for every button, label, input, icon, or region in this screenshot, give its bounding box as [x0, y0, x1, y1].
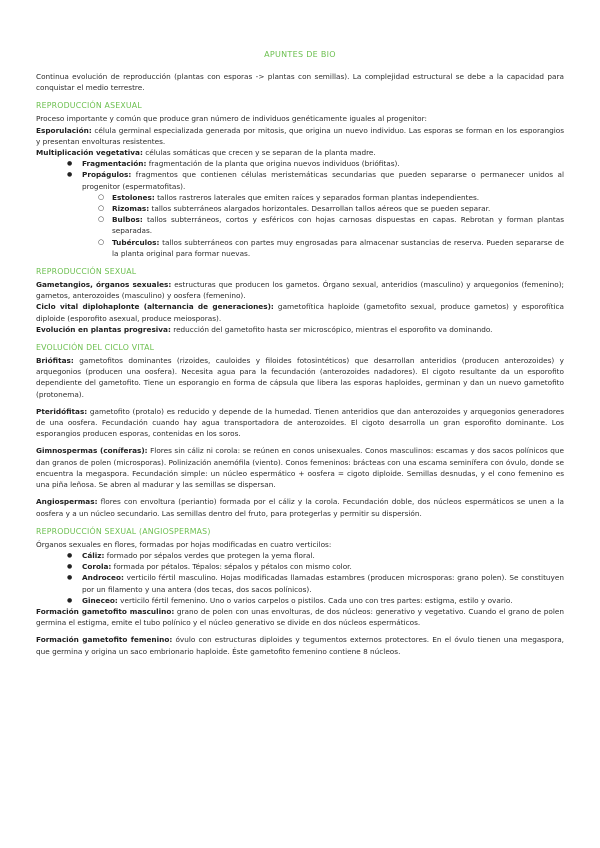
- list-item: ● Corola: formada por pétalos. Tépalos: sépalos y pétalos con mismo color.: [82, 561, 564, 572]
- asexual-intro: Proceso importante y común que produce gran número de individuos genéticamente iguales al progenitor:: [36, 114, 427, 124]
- esporulacion-paragraph: Esporulación: célula germinal especializada generada por mitosis, que origina un nuevo individuo. Las esporas se forman en los esporangios y presentan envolturas resistentes.: [36, 125, 564, 146]
- list-item: ● Gineceo: verticilo fértil femenino. Uno o varios carpelos o pistilos. Cada uno con tres partes: estigma, estilo y ovario.: [82, 595, 564, 606]
- term: Formación gametofito femenino:: [36, 635, 173, 645]
- term: Esporulación:: [36, 125, 92, 135]
- list-item: ● Cáliz: formado por sépalos verdes que protegen la yema floral.: [82, 550, 564, 561]
- vegetative-list: [36, 158, 564, 259]
- gimnospermas-paragraph: Gimnospermas (coníferas): Flores sin cáliz ni corola: se reúnen en conos unisexuales. Conos masculinos: escamas y dos sacos polínicos que dan granos de polen (microsporas). Polinización anemófila (viento). Conos femeninos: brácteas con una escama seminífera con óvulo, donde se encuentra la megaspora. Fecundación simple: un núcleo espermático + oosfera = cigoto diploide. Semillas desnudas, y el cono femenino es una piña leñosa. Se abren al madurar y las semillas se dispersan.: [36, 446, 564, 490]
- gametofito-femenino-paragraph: Formación gametofito femenino: óvulo con estructuras diploides y tegumentos externos protectores. En el óvulo tienen una megaspora, que germina y origina un saco embrionario haploide. Éste gametofito femenino contiene 8 núcleos.: [36, 635, 564, 656]
- intro-paragraph: Continua evolución de reproducción (plantas con esporas -> plantas con semillas). La complejidad estructural se debe a la capacidad para conquistar el medio terrestre.: [36, 72, 564, 93]
- heading-asexual: REPRODUCCIÓN ASEXUAL: [36, 101, 142, 111]
- list-item: ○ Rizomas: tallos subterráneos alargados horizontales. Desarrollan tallos aéreos que se pueden separar.: [112, 203, 564, 214]
- term: Evolución en plantas progresiva:: [36, 324, 171, 334]
- term: Gametangios, órganos sexuales:: [36, 280, 172, 290]
- term: Rizomas:: [112, 204, 150, 214]
- list-item: ● Androceo: verticilo fértil masculino. Hojas modificadas llamadas estambres (producen microsporas: grano polen). Se constituyen por un filamento y una antera (dos tecas, dos sacos polínicos).: [82, 572, 564, 594]
- term: Androceo:: [82, 573, 124, 583]
- list-item: ○ Bulbos: tallos subterráneos, cortos y esféricos con hojas carnosas dispuestas en capas. Rebrotan y forman plantas separadas.: [112, 214, 564, 236]
- gametangios-paragraph: Gametangios, órganos sexuales: estructuras que producen los gametos. Órgano sexual, anteridios (masculino) y arquegonios (femenino); gametos, anterozoides (masculino) y oosfera (femenino).: [36, 280, 564, 301]
- term: Estolones:: [112, 192, 155, 202]
- propagulos-list: [82, 192, 564, 259]
- term: Pteridófitas:: [36, 406, 88, 416]
- multiplicacion-paragraph: Multiplicación vegetativa: células somáticas que crecen y se separan de la planta madre.: [36, 148, 376, 158]
- term: Corola:: [82, 562, 112, 572]
- heading-ciclo-vital: EVOLUCIÓN DEL CICLO VITAL: [36, 343, 155, 353]
- term: Gineceo:: [82, 595, 118, 605]
- term: Propágulos:: [82, 170, 132, 180]
- heading-sexual: REPRODUCCIÓN SEXUAL: [36, 267, 137, 277]
- list-item: ● Fragmentación: fragmentación de la planta que origina nuevos individuos (briófitas).: [82, 158, 564, 169]
- term: Briófitas:: [36, 356, 74, 366]
- term: Gimnospermas (coníferas):: [36, 446, 148, 456]
- organos-intro: Órganos sexuales en flores, formadas por hojas modificadas en cuatro verticilos:: [36, 539, 332, 549]
- gametofito-masculino-paragraph: Formación gametofito masculino: grano de polen con unas envolturas, de dos núcleos: generativo y vegetativo. Cuando el grano de polen germina el estigma, emite el tubo polínico y el núcleo generativo se divide en dos núcleos espermáticos.: [36, 606, 564, 628]
- term: Multiplicación vegetativa:: [36, 148, 143, 158]
- list-item: ● Propágulos: fragmentos que contienen células meristemáticas secundarias que pueden separarse o permanecer unidos al progenitor (espermatofitas). ○ Estolones: tallos rastreros laterales que emiten raíces y separados forman plantas independientes. ○ Rizomas: tallos subterráneos alargados horizontales. Desarrollan tallos aéreos que se pueden separar. ○ Bulbos: tallos subterráneos, cortos y esféricos con hojas carnosas dispuestas en capas. Rebrotan y forman plantas separadas. ○ Tubérculos: tallos subterráneos con partes muy engrosadas para almacenar sustancias de reserva. Pueden separarse de la planta original para formar nuevas.: [82, 169, 564, 259]
- term: Angiospermas:: [36, 497, 98, 507]
- term: Ciclo vital diplohaplonte (alternancia de generaciones):: [36, 302, 274, 312]
- angiospermas-paragraph: Angiospermas: flores con envoltura (periantio) formada por el cáliz y la corola. Fecundación doble, dos núcleos espermáticos se unen a la oosfera y a un núcleo secundario. Las semillas dentro del fruto, para protegerlas y permitir su dispersión.: [36, 497, 564, 518]
- verticilos-list: [36, 550, 564, 606]
- term: Formación gametofito masculino:: [36, 606, 175, 616]
- evolucion-paragraph: Evolución en plantas progresiva: reducción del gametofito hasta ser microscópico, mientras el esporofito va dominando.: [36, 324, 493, 334]
- term: Fragmentación:: [82, 159, 147, 169]
- page-title: APUNTES DE BIO: [264, 50, 336, 59]
- term: Bulbos:: [112, 215, 143, 225]
- term: Tubérculos:: [112, 237, 160, 247]
- list-item: ○ Estolones: tallos rastreros laterales que emiten raíces y separados forman plantas independientes.: [112, 192, 564, 203]
- list-item: ○ Tubérculos: tallos subterráneos con partes muy engrosadas para almacenar sustancias de reserva. Pueden separarse de la planta original para formar nuevas.: [112, 237, 564, 259]
- briofitas-paragraph: Briófitas: gametofitos dominantes (rizoides, cauloides y filoides fotosintéticos) que desarrollan anteridios (producen anterozoides) y arquegonios (producen una oosfera). Necesita agua para la fecundación (anterozoides nadadores). El cigoto resultante da un esporofito dependiente del gametofito. Tiene un esporangio en forma de cápsula que libera las esporas haploides, germinan y dan un nuevo gametofito (protonema).: [36, 356, 564, 399]
- ciclo-paragraph: Ciclo vital diplohaplonte (alternancia de generaciones): gametofítica haploide (gametofito sexual, produce gametos) y esporofítica diploide (esporofito asexual, produce meiosporas).: [36, 302, 565, 323]
- term: Cáliz:: [82, 550, 105, 560]
- heading-angiospermas: REPRODUCCIÓN SEXUAL (ANGIOSPERMAS): [36, 526, 211, 536]
- pteridofitas-paragraph: Pteridófitas: gametofito (protalo) es reducido y depende de la humedad. Tienen anteridios que dan anterozoides y arquegonios generadores de una oosfera. Fecundación cuando hay agua transportadora de anterozoides. El cigoto desarrolla un gran esporofito dominante. Los esporangios producen esporas, contenidas en los soros.: [36, 406, 564, 439]
